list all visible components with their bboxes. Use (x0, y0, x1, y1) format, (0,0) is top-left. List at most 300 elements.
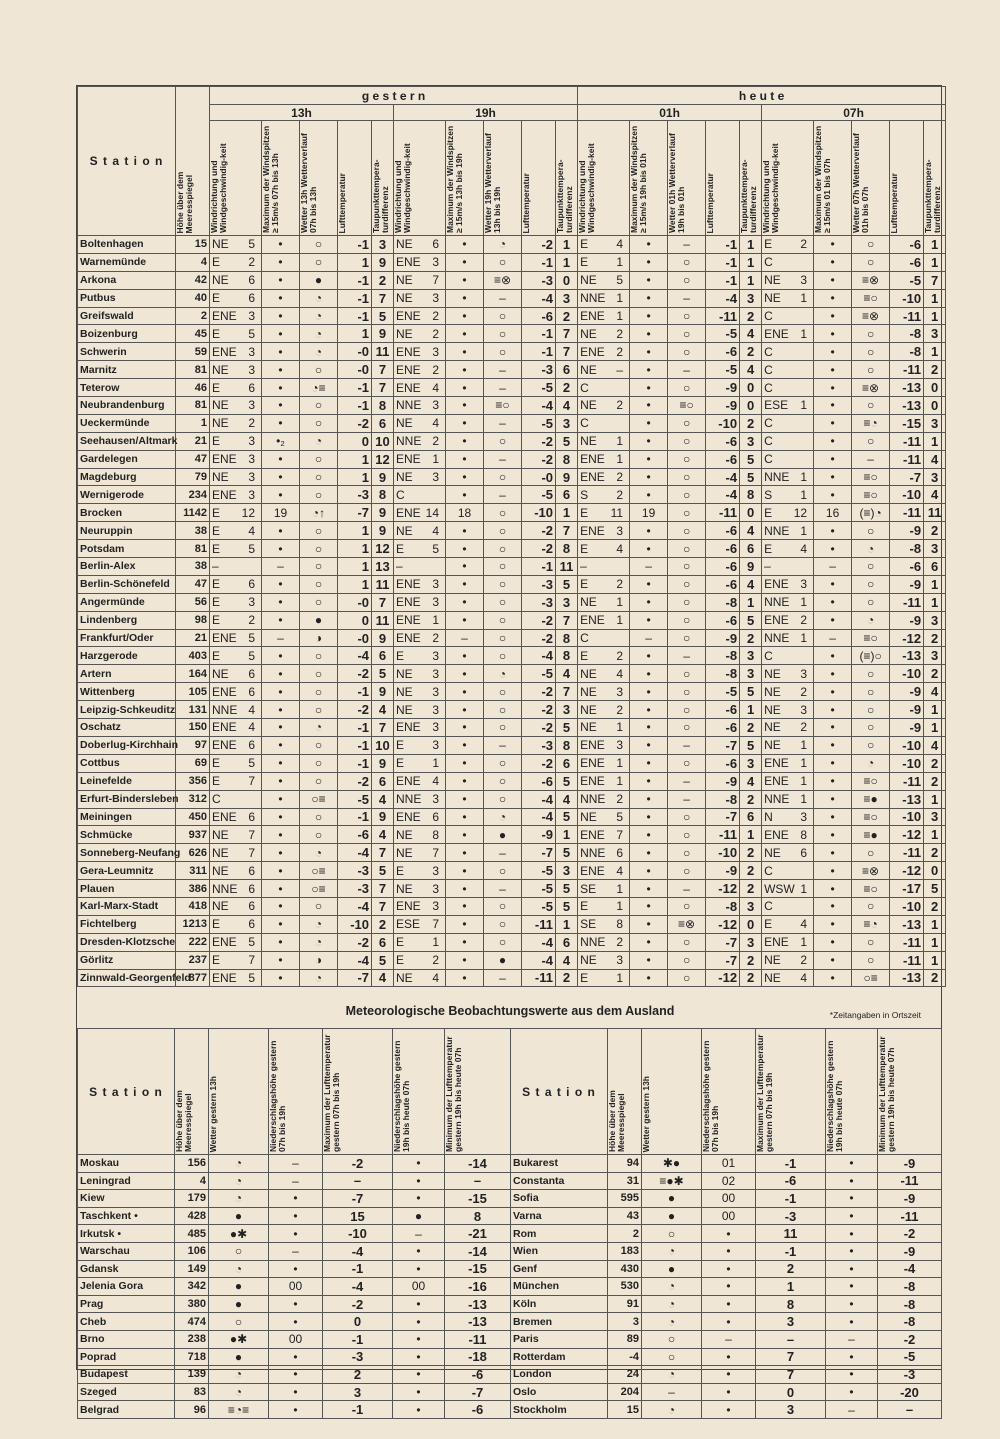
wind-cell (762, 969, 814, 987)
wind-cell (578, 540, 630, 558)
precip-night: • (393, 1366, 445, 1384)
min-temp: – (445, 1172, 511, 1190)
weather-symbol: ○ (300, 575, 338, 593)
wind-speed: 1 (432, 452, 439, 467)
dewpoint-diff: 0 (740, 379, 762, 397)
gust-max: • (814, 754, 852, 772)
precip-day: • (269, 1260, 323, 1278)
gust-max: • (446, 343, 484, 361)
gust-max: • (630, 826, 668, 844)
table-row (78, 414, 946, 432)
precip-night: • (393, 1190, 445, 1208)
wind-speed: 3 (432, 702, 439, 717)
time-13h: 13h (210, 105, 394, 121)
air-temperature: -11 (706, 504, 740, 522)
gust-max: • (446, 897, 484, 915)
dewpoint-diff: 9 (372, 808, 394, 826)
station-height: 312 (176, 790, 210, 808)
wind-direction: C (580, 631, 589, 646)
gust-max: • (262, 486, 300, 504)
min-temp: 8 (445, 1207, 511, 1225)
weather-symbol: ◔ (300, 844, 338, 862)
wind-cell (762, 575, 814, 593)
wind-direction: ENE (396, 344, 421, 359)
col-header: Minimum der Lufttemperatur gestern 19h bis heute 07h (877, 1036, 896, 1152)
air-temperature: -10 (890, 665, 924, 683)
air-temperature: -4 (706, 468, 740, 486)
wind-cell (578, 397, 630, 415)
weather-symbol: ◔ (642, 1313, 702, 1331)
wind-cell (762, 826, 814, 844)
precip-night: • (393, 1401, 445, 1419)
weather-symbol: – (852, 450, 890, 468)
wind-speed: 5 (248, 756, 255, 771)
station-name: Arkona (78, 271, 176, 289)
gust-max: • (262, 915, 300, 933)
gust-max: • (630, 522, 668, 540)
wind-direction: S (764, 487, 773, 502)
wind-direction: NE (212, 899, 229, 914)
station-name: Szeged (78, 1383, 175, 1401)
wind-speed: 5 (248, 631, 255, 646)
air-temperature: -3 (522, 575, 556, 593)
wind-cell (210, 522, 262, 540)
heute-header: h e u t e (578, 87, 946, 105)
weather-symbol: ○ (300, 897, 338, 915)
weather-symbol: – (484, 969, 522, 987)
station-height: 937 (176, 826, 210, 844)
weather-symbol: ○ (852, 361, 890, 379)
wind-direction: WSW (764, 881, 795, 896)
wind-cell (394, 379, 446, 397)
wind-direction: ENE (212, 452, 237, 467)
dewpoint-diff: 1 (740, 271, 762, 289)
weather-symbol: ○ (300, 665, 338, 683)
wind-direction: C (580, 416, 589, 431)
wind-cell (394, 790, 446, 808)
wind-direction: E (396, 738, 405, 753)
air-temperature: -10 (890, 754, 924, 772)
station-name: Budapest (78, 1366, 175, 1384)
wind-cell (210, 665, 262, 683)
station-name: Gdansk (78, 1260, 175, 1278)
weather-symbol: ○ (668, 826, 706, 844)
weather-symbol: ≡● (852, 790, 890, 808)
min-temp: -8 (878, 1295, 942, 1313)
air-temperature: -9 (890, 701, 924, 719)
wind-direction: NE (580, 434, 597, 449)
station-name: Artern (78, 665, 176, 683)
weather-symbol: ○ (668, 575, 706, 593)
gust-max: • (630, 414, 668, 432)
wind-cell (394, 826, 446, 844)
wind-direction: C (764, 380, 773, 395)
wind-cell (394, 611, 446, 629)
dewpoint-diff: 1 (924, 236, 946, 254)
station-height: 222 (176, 933, 210, 951)
weather-symbol: ◔ (300, 289, 338, 307)
wind-direction: NE (764, 845, 781, 860)
wind-direction: – (580, 559, 587, 574)
wind-direction: NE (396, 523, 413, 538)
weather-symbol: ≡○ (668, 397, 706, 415)
air-temperature: -11 (890, 450, 924, 468)
wind-direction: ENE (212, 684, 237, 699)
wind-direction: NE (212, 827, 229, 842)
wind-cell (762, 397, 814, 415)
dewpoint-diff: 5 (740, 611, 762, 629)
min-temp: -14 (445, 1242, 511, 1260)
dewpoint-diff: 1 (740, 253, 762, 271)
station-name: Boltenhagen (78, 236, 176, 254)
weather-symbol: ≡○ (852, 486, 890, 504)
wind-cell (762, 558, 814, 576)
wind-speed: 3 (800, 666, 808, 681)
wind-cell (210, 826, 262, 844)
precip-night: • (393, 1383, 445, 1401)
station-name: Sofia (511, 1190, 608, 1208)
wind-speed: 4 (616, 863, 624, 878)
air-temperature: -8 (890, 343, 924, 361)
precip-day: • (269, 1401, 323, 1419)
dewpoint-diff: 3 (740, 289, 762, 307)
wind-cell (210, 271, 262, 289)
weather-symbol: ○ (300, 540, 338, 558)
max-temp: -1 (756, 1190, 826, 1208)
gust-max: • (262, 736, 300, 754)
wind-cell (762, 665, 814, 683)
dewpoint-diff: 1 (556, 915, 578, 933)
wind-speed: 1 (616, 255, 624, 270)
gust-max: • (814, 522, 852, 540)
station-name: Oschatz (78, 719, 176, 737)
gust-max: • (814, 701, 852, 719)
table-row (78, 665, 946, 683)
wind-cell (762, 253, 814, 271)
gust-max: • (630, 486, 668, 504)
weather-symbol: ◔ (642, 1366, 702, 1384)
max-temp: 3 (756, 1401, 826, 1419)
air-temperature: -11 (890, 504, 924, 522)
wind-direction: C (764, 362, 773, 377)
weather-symbol: – (484, 880, 522, 898)
weather-symbol: – (484, 414, 522, 432)
gust-max: • (814, 486, 852, 504)
air-temperature: -6 (890, 236, 924, 254)
air-temperature: -0 (338, 593, 372, 611)
dewpoint-diff: 1 (924, 575, 946, 593)
wind-speed: 6 (248, 863, 255, 878)
wind-cell (762, 772, 814, 790)
wind-speed: 6 (432, 809, 439, 824)
dewpoint-diff: 3 (924, 414, 946, 432)
dewpoint-diff: 1 (740, 701, 762, 719)
station-height: 106 (175, 1242, 209, 1260)
station-height: 45 (176, 325, 210, 343)
station-name: Angermünde (78, 593, 176, 611)
wind-speed: 3 (800, 273, 808, 288)
wind-cell (762, 379, 814, 397)
dewpoint-diff: 6 (372, 414, 394, 432)
wind-direction: E (396, 541, 405, 556)
air-temperature: -6 (706, 450, 740, 468)
wind-cell (578, 307, 630, 325)
wind-speed: 5 (248, 935, 255, 950)
max-temp: 8 (756, 1295, 826, 1313)
wind-direction: ENE (396, 809, 421, 824)
station-name: Ueckermünde (78, 414, 176, 432)
wind-cell (578, 522, 630, 540)
wind-speed: 6 (248, 684, 255, 699)
precip-night: • (826, 1295, 878, 1313)
weather-symbol: ○ (852, 665, 890, 683)
station-height: 94 (608, 1155, 642, 1173)
weather-symbol: ○ (484, 504, 522, 522)
weather-symbol: ○ (484, 754, 522, 772)
wind-cell (762, 736, 814, 754)
air-temperature: -2 (522, 236, 556, 254)
table-row (78, 933, 946, 951)
gust-max: • (262, 361, 300, 379)
wind-direction: NE (212, 470, 229, 485)
gust-max: • (814, 933, 852, 951)
wind-speed: 3 (248, 434, 255, 449)
weather-symbol: ○ (300, 826, 338, 844)
table-row (78, 540, 946, 558)
station-height: 97 (176, 736, 210, 754)
weather-symbol: ● (300, 611, 338, 629)
station-height: 24 (608, 1366, 642, 1384)
gust-max: • (446, 468, 484, 486)
station-height: 83 (175, 1383, 209, 1401)
min-temp: -9 (878, 1155, 942, 1173)
wind-direction: E (212, 523, 221, 538)
wind-cell (578, 468, 630, 486)
air-temperature: -6 (706, 701, 740, 719)
wind-direction: E (396, 863, 405, 878)
station-table (77, 86, 946, 987)
min-temp: -18 (445, 1348, 511, 1366)
col-header: Lufttemperatur (889, 172, 900, 233)
air-temperature: -2 (338, 665, 372, 683)
station-height: 38 (176, 558, 210, 576)
gust-max: – (262, 558, 300, 576)
wind-direction: C (764, 344, 773, 359)
air-temperature: -1 (338, 397, 372, 415)
wind-speed: 1 (800, 631, 808, 646)
wind-cell (394, 397, 446, 415)
col-header: Wetter 13h Wetterverlauf 07h bis 13h (299, 133, 318, 233)
wind-direction: ENE (764, 935, 789, 950)
wind-direction: C (764, 452, 773, 467)
air-temperature: -1 (522, 253, 556, 271)
wind-cell (578, 683, 630, 701)
wind-speed: 3 (616, 523, 624, 538)
wind-direction: NE (396, 702, 413, 717)
gust-max: • (630, 701, 668, 719)
wind-direction: ENE (396, 720, 421, 735)
weather-symbol: ○ (668, 253, 706, 271)
station-height: 150 (176, 719, 210, 737)
wind-cell (210, 629, 262, 647)
wind-speed: 6 (248, 809, 255, 824)
col-header: Niederschlagshöhe gestern 19h bis heute 07h (825, 1040, 844, 1152)
dewpoint-diff: 0 (740, 504, 762, 522)
wind-direction: NE (764, 291, 781, 306)
air-temperature: -1 (338, 307, 372, 325)
station-name: Constanta (511, 1172, 608, 1190)
air-temperature: -8 (706, 665, 740, 683)
dewpoint-diff: 9 (372, 468, 394, 486)
gust-max: • (814, 289, 852, 307)
air-temperature: -8 (890, 540, 924, 558)
weather-symbol: ○ (300, 253, 338, 271)
wind-direction: NNE (580, 935, 606, 950)
precip-night: – (393, 1225, 445, 1243)
min-temp: -11 (445, 1330, 511, 1348)
dewpoint-diff: 1 (556, 253, 578, 271)
station-name: Irkutsk • (78, 1225, 175, 1243)
wind-speed: 3 (432, 291, 439, 306)
table-row (78, 683, 946, 701)
wind-direction: NNE (212, 881, 238, 896)
dewpoint-diff: 9 (556, 468, 578, 486)
weather-symbol: ○ (300, 754, 338, 772)
weather-symbol: – (668, 361, 706, 379)
air-temperature: -3 (522, 736, 556, 754)
air-temperature: -1 (522, 343, 556, 361)
wind-direction: NE (212, 863, 229, 878)
max-temp: -1 (323, 1330, 393, 1348)
station-name: Harzgerode (78, 647, 176, 665)
wind-cell (762, 325, 814, 343)
weather-symbol: ○ (668, 969, 706, 987)
dewpoint-diff: 3 (556, 862, 578, 880)
table-row (78, 397, 946, 415)
air-temperature: -6 (706, 719, 740, 737)
dewpoint-diff: 11 (556, 558, 578, 576)
dewpoint-diff: 9 (372, 754, 394, 772)
station-height: 79 (176, 468, 210, 486)
precip-day: • (702, 1313, 756, 1331)
air-temperature: -8 (706, 647, 740, 665)
col-header: Wetter gestern 13h (208, 1075, 218, 1152)
dewpoint-diff: 12 (372, 450, 394, 468)
dewpoint-diff: 5 (740, 683, 762, 701)
station-height: 183 (608, 1242, 642, 1260)
station-name: Leipzig-Schkeuditz (78, 701, 176, 719)
wind-speed: 3 (800, 577, 808, 592)
min-temp: -11 (878, 1172, 942, 1190)
wind-speed: 5 (616, 809, 624, 824)
dewpoint-diff: 4 (924, 736, 946, 754)
wind-speed: 4 (432, 523, 439, 538)
precip-night: • (393, 1313, 445, 1331)
wind-cell (394, 236, 446, 254)
wind-cell (210, 647, 262, 665)
wind-cell (762, 683, 814, 701)
air-temperature: 0 (338, 432, 372, 450)
table-row (78, 504, 946, 522)
air-temperature: -1 (338, 683, 372, 701)
wind-cell (210, 593, 262, 611)
wind-speed: 1 (800, 774, 808, 789)
wind-direction: NE (212, 845, 229, 860)
wind-speed: 2 (432, 362, 439, 377)
dewpoint-diff: 1 (924, 826, 946, 844)
weather-symbol: ○ (668, 719, 706, 737)
weather-symbol: ○ (300, 486, 338, 504)
weather-symbol: ◔ (209, 1366, 269, 1384)
gust-max: • (262, 772, 300, 790)
station-height: 530 (608, 1278, 642, 1296)
table-row (78, 1330, 942, 1348)
weather-symbol: ○ (852, 325, 890, 343)
gust-max: • (446, 790, 484, 808)
wind-cell (210, 253, 262, 271)
wind-direction: ENE (396, 309, 421, 323)
wind-cell (578, 826, 630, 844)
dewpoint-diff: 6 (372, 647, 394, 665)
max-temp: 7 (756, 1348, 826, 1366)
wind-speed: 3 (432, 595, 439, 610)
precip-night: • (393, 1330, 445, 1348)
station-height: 311 (176, 862, 210, 880)
col-header: Niederschlagshöhe gestern 07h bis 19h (701, 1040, 720, 1152)
air-temperature: -13 (890, 379, 924, 397)
wind-direction: ENE (212, 344, 237, 359)
air-temperature: -2 (522, 432, 556, 450)
precip-night: • (826, 1172, 878, 1190)
wind-direction: NE (580, 273, 597, 288)
gust-max: • (814, 897, 852, 915)
station-height: 69 (176, 754, 210, 772)
dewpoint-diff: 1 (924, 951, 946, 969)
gust-max: • (262, 575, 300, 593)
dewpoint-diff: 2 (924, 361, 946, 379)
air-temperature: -13 (890, 647, 924, 665)
station-name: Gera-Leumnitz (78, 862, 176, 880)
wind-cell (578, 450, 630, 468)
gust-max: • (446, 611, 484, 629)
gust-max: • (446, 271, 484, 289)
wind-direction: NE (396, 845, 413, 860)
wind-speed: 6 (800, 845, 808, 860)
dewpoint-diff: 3 (924, 540, 946, 558)
wind-cell (762, 593, 814, 611)
wind-speed: 2 (432, 434, 439, 449)
precip-day: 00 (269, 1330, 323, 1348)
wind-direction: E (580, 899, 589, 914)
dewpoint-diff: 3 (556, 289, 578, 307)
station-height: 59 (176, 343, 210, 361)
air-temperature: -4 (522, 808, 556, 826)
wind-speed: 1 (800, 792, 808, 807)
weather-symbol: ◔ (300, 915, 338, 933)
wind-cell (394, 558, 446, 576)
max-temp: -1 (756, 1242, 826, 1260)
station-height: 2 (176, 307, 210, 325)
station-height: 474 (175, 1313, 209, 1331)
wind-direction: ENE (396, 505, 421, 520)
air-temperature: -6 (706, 575, 740, 593)
col-header: Maximum der Lufttemperatur gestern 07h bis 19h (322, 1034, 341, 1152)
wind-speed: 1 (432, 756, 439, 771)
gust-max: • (630, 307, 668, 325)
wind-cell (762, 486, 814, 504)
wind-cell (762, 450, 814, 468)
dewpoint-diff: 5 (372, 862, 394, 880)
